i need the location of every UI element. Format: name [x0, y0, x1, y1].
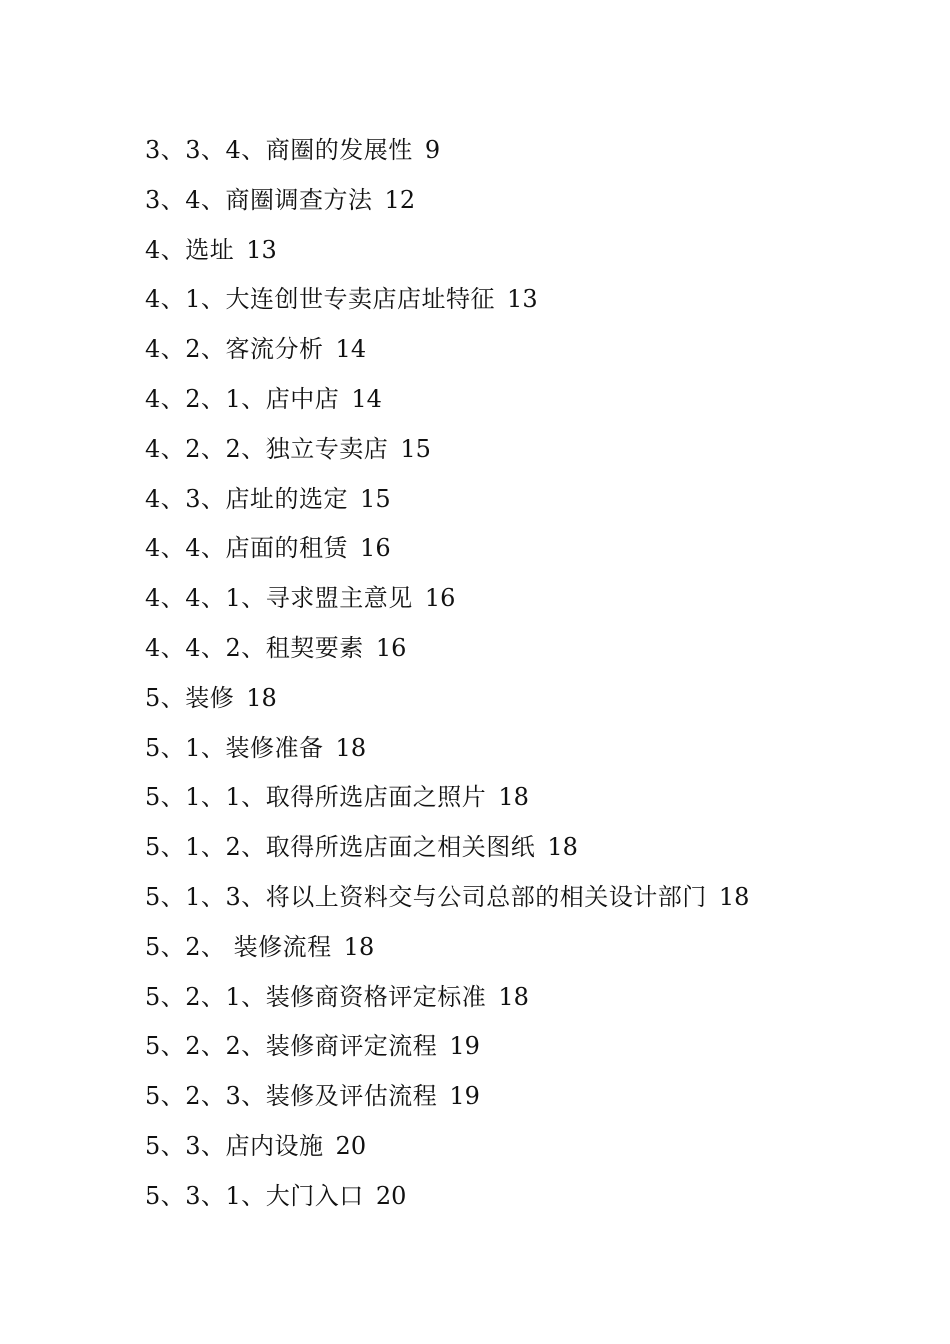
toc-entry-page: 18 — [335, 733, 367, 762]
toc-entry[interactable] — [145, 574, 925, 624]
toc-entry-title: 5、1、1、取得所选店面之照片 — [145, 783, 487, 812]
toc-entry[interactable] — [145, 873, 925, 923]
toc-entry-title: 5、3、1、大门入口 — [145, 1181, 364, 1210]
toc-entry-title: 5、1、装修准备 — [145, 733, 324, 762]
toc-entry-title: 4、2、客流分析 — [145, 335, 324, 364]
toc-entry-title: 3、4、商圈调查方法 — [145, 185, 373, 214]
toc-entry[interactable] — [145, 226, 925, 276]
toc-entry-title: 4、4、2、租契要素 — [145, 633, 364, 662]
toc-entry[interactable] — [145, 176, 925, 226]
toc-entry[interactable] — [145, 724, 925, 774]
toc-entry-page: 20 — [375, 1181, 407, 1210]
toc-entry[interactable] — [145, 425, 925, 475]
toc-entry-title: 5、3、店内设施 — [145, 1131, 324, 1160]
toc-entry-title: 4、4、店面的租赁 — [145, 534, 349, 563]
toc-entry-page: 15 — [360, 484, 391, 513]
toc-entry-page: 16 — [360, 534, 391, 563]
toc-entry-title: 5、2、3、装修及评估流程 — [145, 1082, 438, 1111]
toc-entry[interactable] — [145, 973, 925, 1023]
toc-entry-page: 18 — [343, 932, 375, 961]
toc-entry-title: 4、4、1、寻求盟主意见 — [145, 584, 413, 613]
toc-entry-title: 4、3、店址的选定 — [145, 484, 349, 513]
toc-entry-page: 13 — [246, 235, 277, 264]
toc-entry-title: 4、选址 — [145, 235, 235, 264]
toc-entry-page: 19 — [449, 1082, 480, 1111]
toc-entry-title: 5、装修 — [145, 683, 235, 712]
toc-entry-title: 5、2、1、装修商资格评定标准 — [145, 982, 487, 1011]
toc-entry-title: 5、2、 装修流程 — [145, 932, 332, 961]
toc-entry-title: 3、3、4、商圈的发展性 — [145, 136, 413, 164]
table-of-contents — [145, 126, 925, 1222]
toc-entry-page: 20 — [335, 1131, 367, 1160]
toc-entry-title: 4、1、大连创世专卖店店址特征 — [145, 285, 496, 314]
toc-entry-page: 18 — [718, 882, 750, 911]
toc-entry[interactable] — [145, 375, 925, 425]
toc-entry[interactable] — [145, 674, 925, 724]
toc-entry[interactable] — [145, 126, 925, 176]
toc-entry[interactable] — [145, 325, 925, 375]
toc-entry[interactable] — [145, 773, 925, 823]
toc-entry[interactable] — [145, 1122, 925, 1172]
toc-entry-page: 12 — [384, 185, 416, 214]
toc-entry-title: 5、2、2、装修商评定流程 — [145, 1032, 438, 1061]
toc-entry-page: 18 — [498, 783, 529, 812]
toc-entry-page: 16 — [424, 584, 456, 613]
toc-entry[interactable] — [145, 923, 925, 973]
toc-entry-page: 9 — [424, 136, 441, 164]
toc-entry-page: 18 — [547, 833, 578, 862]
toc-entry-title: 4、2、2、独立专卖店 — [145, 434, 389, 463]
toc-entry-page: 18 — [498, 982, 529, 1011]
toc-entry-title: 5、1、3、将以上资料交与公司总部的相关设计部门 — [145, 882, 707, 911]
toc-entry[interactable] — [145, 475, 925, 525]
toc-entry-title: 4、2、1、店中店 — [145, 384, 340, 413]
toc-entry-page: 19 — [449, 1032, 480, 1061]
toc-entry[interactable] — [145, 1022, 925, 1072]
toc-entry-page: 14 — [351, 384, 382, 413]
toc-entry[interactable] — [145, 1072, 925, 1122]
toc-entry-page: 16 — [375, 633, 407, 662]
toc-entry[interactable] — [145, 524, 925, 574]
toc-entry-page: 14 — [335, 335, 367, 364]
toc-entry-page: 18 — [246, 683, 277, 712]
toc-entry[interactable] — [145, 823, 925, 873]
toc-entry-page: 15 — [400, 434, 431, 463]
toc-entry[interactable] — [145, 624, 925, 674]
toc-entry-page: 13 — [507, 285, 538, 314]
toc-entry-title: 5、1、2、取得所选店面之相关图纸 — [145, 833, 536, 862]
toc-entry[interactable] — [145, 275, 925, 325]
toc-entry[interactable] — [145, 1172, 925, 1222]
